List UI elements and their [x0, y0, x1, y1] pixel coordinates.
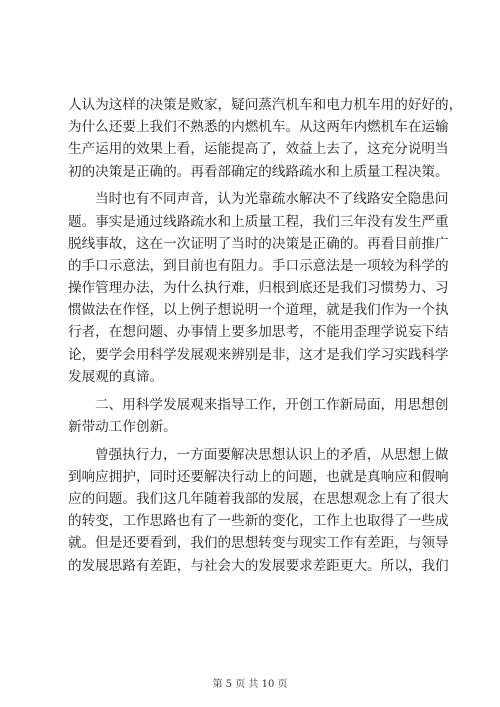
text-line: 曾强执行力，一方面要解决思想认识上的矛盾，从思想上做 [95, 446, 449, 463]
text-line: 当时也有不同声音，认为光靠疏水解决不了线路安全隐患问 [95, 191, 449, 208]
text-line: 到响应拥护，同时还要解决行动上的问题，也就是真响应和假响 [68, 468, 449, 485]
text-line: 生产运用的效果上看，运能提高了，效益上去了，这充分说明当 [68, 141, 449, 158]
text-line: 脱线事故，这在一次证明了当时的决策是正确的。再看目前推广 [68, 235, 449, 252]
text-line: 就。但是还要看到，我们的思想转变与现实工作有差距，与领导 [68, 535, 449, 552]
text-line: 新带动工作创新。 [68, 418, 177, 435]
text-line: 操作管理办法，为什么执行难，归根到底还是我们习惯势力、习 [68, 280, 449, 297]
text-line: 为什么还要上我们不熟悉的内燃机车。从这两年内燃机车在运输 [68, 119, 449, 136]
text-line: 的手口示意法，到目前也有阻力。手口示意法是一项较为科学的 [68, 257, 449, 274]
text-line: 行者，在想问题、办事情上要多加思考，不能用歪理学说妄下结 [68, 324, 449, 341]
text-line: 二、用科学发展观来指导工作，开创工作新局面，用思想创 [95, 396, 449, 413]
text-line: 的转变，工作思路也有了一些新的变化，工作上也取得了一些成 [68, 513, 449, 530]
text-line: 应的问题。我们这几年随着我部的发展，在思想观念上有了很大 [68, 490, 449, 507]
section-heading [68, 394, 449, 438]
paragraph [68, 94, 463, 183]
document-body [68, 94, 463, 577]
text-line: 题。事实是通过线路疏水和上质量工程，我们三年没有发生严重 [68, 213, 449, 230]
text-line: 论，要学会用科学发展观来辨别是非，这才是我们学习实践科学 [68, 346, 449, 363]
page-number-footer: 第 5 页 共 10 页 [212, 679, 288, 690]
text-line: 初的决策是正确的。再看部确定的线路疏水和上质量工程决策。 [68, 163, 449, 180]
text-line: 发展观的真谛。 [68, 368, 164, 385]
text-line: 人认为这样的决策是败家，疑问蒸汽机车和电力机车用的好好的， [68, 97, 463, 113]
paragraph [68, 188, 449, 388]
text-line: 惯做法在作怪，以上例子想说明一个道理，就是我们作为一个执 [68, 302, 449, 319]
paragraph [68, 444, 449, 577]
text-line: 的发展思路有差距，与社会大的发展要求差距更大。所以，我们 [68, 557, 449, 574]
